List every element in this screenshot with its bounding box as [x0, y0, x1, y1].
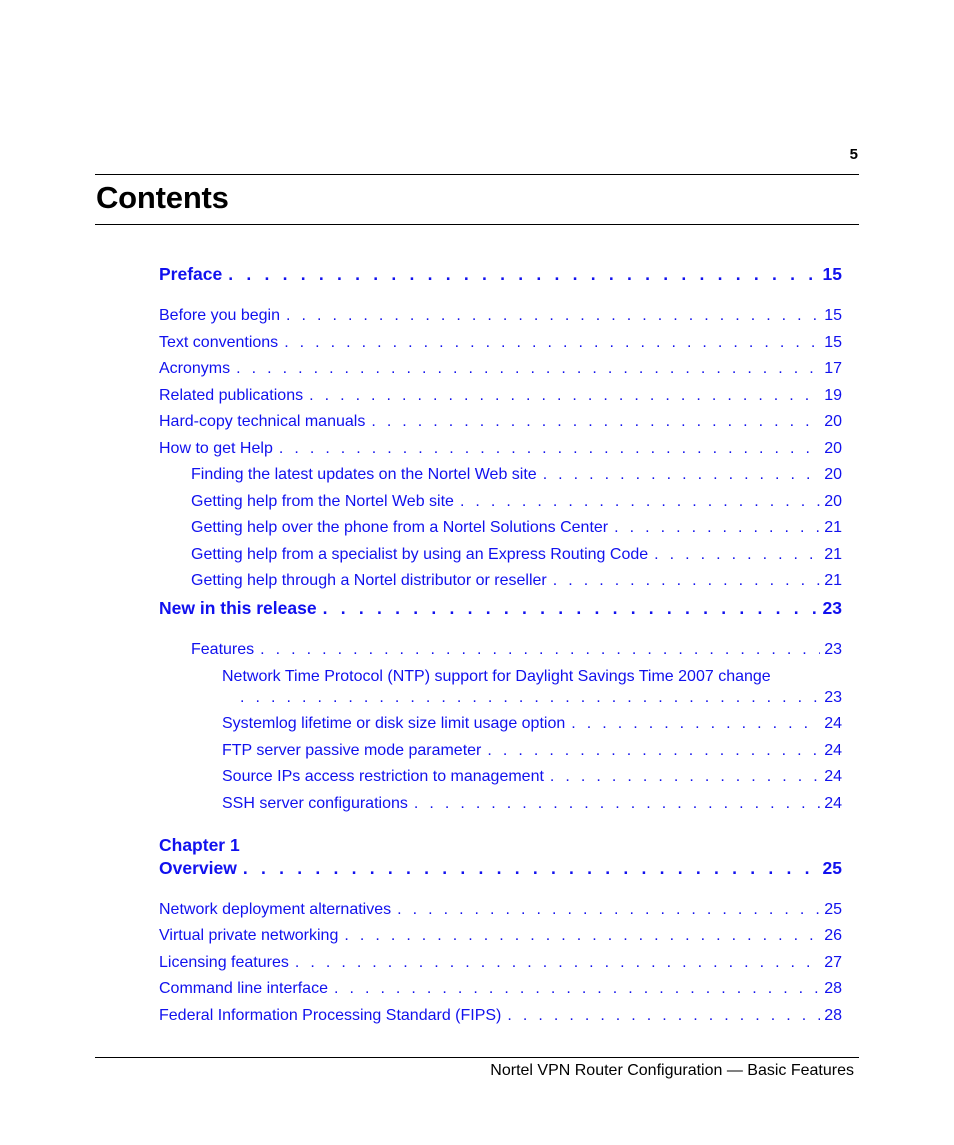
toc-entry-label: Getting help over the phone from a Nortel Solutions Center [191, 519, 609, 536]
toc-entry-label: Getting help from the Nortel Web site [191, 493, 454, 510]
toc-entry-page: 17 [824, 360, 842, 377]
dot-leader [501, 1005, 820, 1027]
dot-leader [547, 570, 820, 592]
dot-leader [481, 740, 820, 762]
toc-entry-page: 20 [824, 493, 842, 510]
toc-entry-label: SSH server configurations [222, 795, 408, 812]
dot-leader [240, 687, 820, 709]
toc-entry-label: FTP server passive mode parameter [222, 742, 482, 759]
toc-entry-new-in-release[interactable] [159, 597, 842, 619]
toc-entry-related-publications[interactable] [159, 385, 842, 407]
toc-entry-help-distributor[interactable] [191, 570, 842, 592]
dot-leader [278, 332, 820, 354]
toc-entry-preface[interactable] [159, 263, 842, 285]
dot-leader [544, 766, 820, 788]
toc-entry-label: Features [191, 641, 255, 658]
dot-leader [273, 438, 820, 460]
page-title: Contents [96, 180, 229, 215]
toc-entry-page: 23 [822, 598, 842, 618]
toc-entry-page: 25 [822, 858, 842, 878]
dot-leader [317, 597, 819, 619]
toc-entry-page: 24 [824, 768, 842, 785]
toc-entry-label: Licensing features [159, 954, 289, 971]
toc-entry-help-web-site[interactable] [191, 491, 842, 513]
toc-entry-page: 19 [824, 387, 842, 404]
toc-entry-page: 15 [824, 334, 842, 351]
footer-document-title: Nortel VPN Router Configuration — Basic Features [490, 1062, 854, 1079]
toc-entry-page: 27 [824, 954, 842, 971]
toc-entry-page: 20 [824, 466, 842, 483]
toc-entry-label: Related publications [159, 387, 304, 404]
toc-entry-label: Preface [159, 264, 223, 284]
header-rule-top [95, 174, 859, 175]
dot-leader [537, 464, 821, 486]
dot-leader [454, 491, 820, 513]
toc-entry-page: 24 [824, 715, 842, 732]
toc-entry-label: Finding the latest updates on the Nortel Web site [191, 466, 537, 483]
dot-leader [648, 544, 820, 566]
footer-rule [95, 1057, 859, 1058]
toc-entry-page: 21 [824, 546, 842, 563]
toc-entry-network-deployment[interactable] [159, 899, 842, 921]
toc-entry-ftp-passive[interactable] [222, 740, 842, 762]
toc-entry-ntp-label[interactable]: Network Time Protocol (NTP) support for Daylight Savings Time 2007 change [222, 668, 771, 685]
toc-entry-label: Hard-copy technical manuals [159, 413, 366, 430]
toc-entry-label: Network deployment alternatives [159, 901, 392, 918]
header-rule-bottom [95, 224, 859, 225]
toc-entry-text-conventions[interactable] [159, 332, 842, 354]
toc-entry-finding-updates[interactable] [191, 464, 842, 486]
toc-entry-label: Command line interface [159, 980, 328, 997]
dot-leader [303, 385, 820, 407]
toc-entry-label: Virtual private networking [159, 927, 339, 944]
toc-entry-hard-copy-manuals[interactable] [159, 411, 842, 433]
toc-entry-source-ips[interactable] [222, 766, 842, 788]
toc-entry-overview[interactable] [159, 857, 842, 879]
dot-leader [280, 305, 820, 327]
page-number: 5 [849, 146, 858, 163]
toc-entry-vpn[interactable] [159, 925, 842, 947]
dot-leader [237, 857, 819, 879]
dot-leader [222, 263, 818, 285]
toc-entry-label: Systemlog lifetime or disk size limit usage option [222, 715, 566, 732]
toc-entry-page: 23 [824, 689, 842, 706]
toc-entry-label: Getting help through a Nortel distributor or reseller [191, 572, 547, 589]
toc-entry-label: Before you begin [159, 307, 280, 324]
dot-leader [254, 639, 820, 661]
dot-leader [338, 925, 820, 947]
toc-entry-fips[interactable] [159, 1005, 842, 1027]
toc-entry-systemlog[interactable] [222, 713, 842, 735]
toc-entry-page: 21 [824, 572, 842, 589]
toc-entry-acronyms[interactable] [159, 358, 842, 380]
toc-entry-label: Source IPs access restriction to management [222, 768, 544, 785]
toc-entry-label: Getting help from a specialist by using an Express Routing Code [191, 546, 649, 563]
toc-entry-page: 25 [824, 901, 842, 918]
toc-entry-page: 21 [824, 519, 842, 536]
chapter-label[interactable]: Chapter 1 [159, 835, 240, 855]
dot-leader [328, 978, 820, 1000]
toc-entry-features[interactable] [191, 639, 842, 661]
toc-entry-page: 20 [824, 413, 842, 430]
toc-entry-page: 28 [824, 1007, 842, 1024]
toc-entry-page: 24 [824, 742, 842, 759]
toc-entry-ssh-server[interactable] [222, 793, 842, 815]
toc-entry-label: How to get Help [159, 440, 273, 457]
toc-entry-how-to-get-help[interactable] [159, 438, 842, 460]
dot-leader [608, 517, 820, 539]
toc-entry-label: Federal Information Processing Standard (FIPS) [159, 1007, 502, 1024]
toc-entry-cli[interactable] [159, 978, 842, 1000]
dot-leader [565, 713, 820, 735]
toc-entry-label: New in this release [159, 598, 317, 618]
dot-leader [365, 411, 820, 433]
toc-entry-ntp[interactable] [240, 687, 842, 709]
dot-leader [230, 358, 820, 380]
toc-entry-page: 23 [824, 641, 842, 658]
toc-entry-help-express-routing[interactable] [191, 544, 842, 566]
dot-leader [391, 899, 820, 921]
dot-leader [289, 952, 820, 974]
toc-entry-page: 26 [824, 927, 842, 944]
toc-entry-page: 15 [824, 307, 842, 324]
toc-entry-page: 20 [824, 440, 842, 457]
toc-entry-help-phone[interactable] [191, 517, 842, 539]
toc-entry-label: Overview [159, 858, 237, 878]
toc-entry-page: 15 [822, 264, 842, 284]
toc-entry-page: 24 [824, 795, 842, 812]
toc-entry-label: Acronyms [159, 360, 231, 377]
toc-entry-label: Text conventions [159, 334, 279, 351]
toc-entry-before-you-begin[interactable] [159, 305, 842, 327]
toc-entry-licensing[interactable] [159, 952, 842, 974]
toc-entry-page: 28 [824, 980, 842, 997]
dot-leader [408, 793, 820, 815]
